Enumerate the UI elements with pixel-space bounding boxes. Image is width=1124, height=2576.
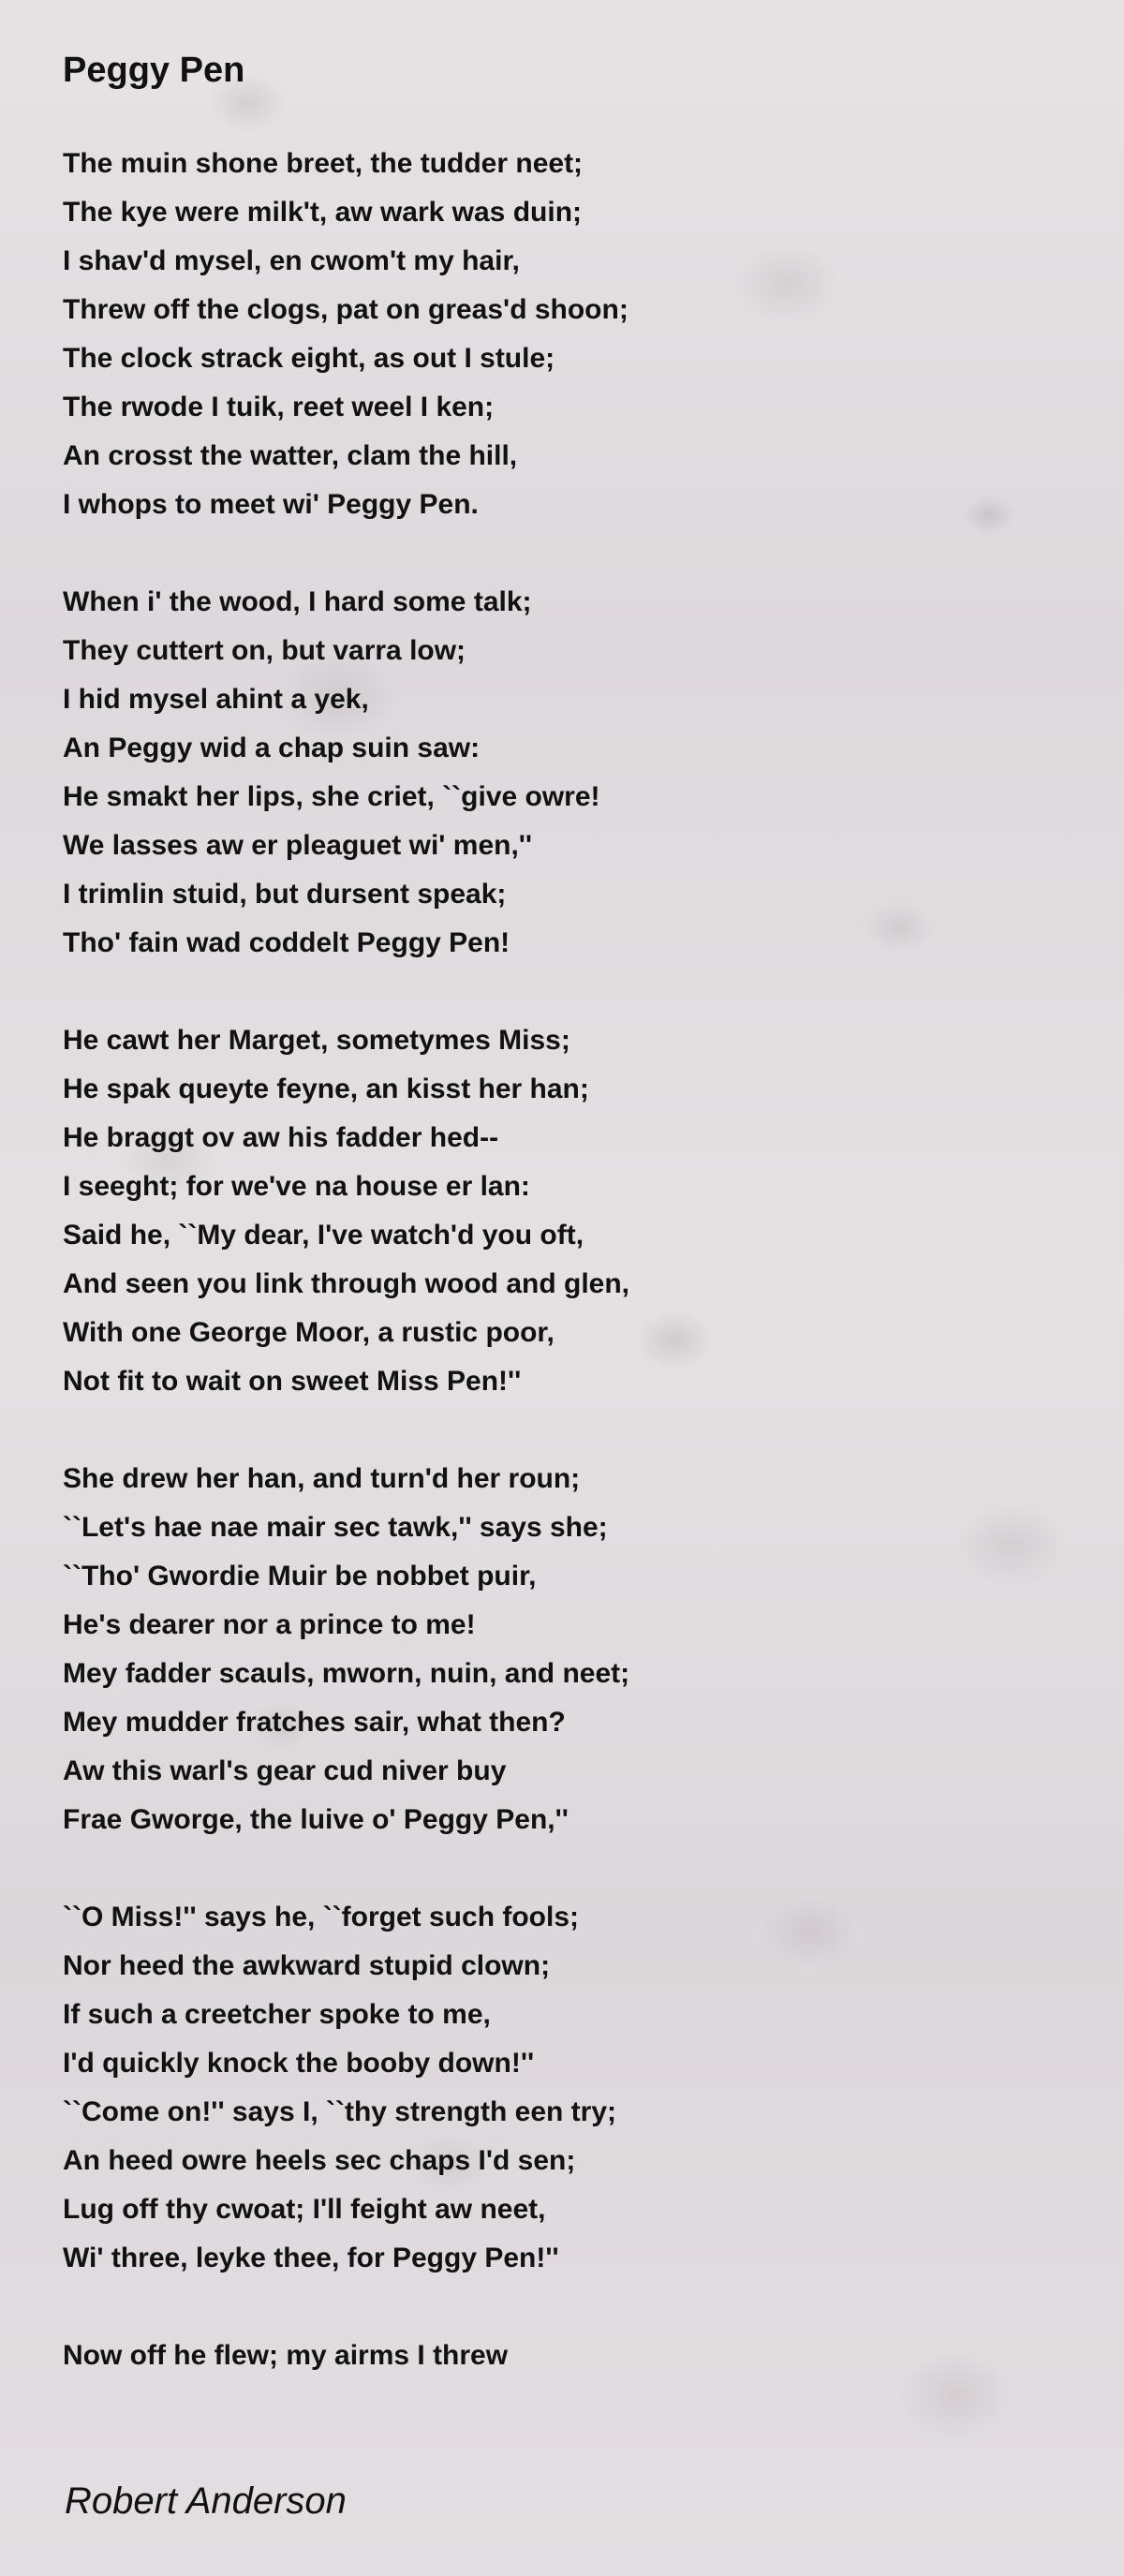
poem-line: ``O Miss!'' says he, ``forget such fools; xyxy=(63,1902,580,1932)
poem-line: ``Come on!'' says I, ``thy strength een try; xyxy=(63,2096,617,2127)
poem-line: I shav'd mysel, en cwom't my hair, xyxy=(63,245,520,276)
poem-line: I'd quickly knock the booby down!'' xyxy=(63,2048,535,2079)
poem-line: An heed owre heels sec chaps I'd sen; xyxy=(63,2145,576,2176)
poem-line: And seen you link through wood and glen, xyxy=(63,1268,629,1299)
poem-line: An crosst the watter, clam the hill, xyxy=(63,440,518,471)
poem-line: He smakt her lips, she criet, ``give owre! xyxy=(63,781,600,812)
poem-stanza xyxy=(63,140,1074,529)
poem-line: When i' the wood, I hard some talk; xyxy=(63,586,532,617)
poem-line: I hid mysel ahint a yek, xyxy=(63,684,369,715)
poem-title: Peggy Pen xyxy=(63,51,245,90)
poem-line: He's dearer nor a prince to me! xyxy=(63,1609,476,1640)
poem-line: Mey mudder fratches sair, what then? xyxy=(63,1707,566,1738)
poem-line: Threw off the clogs, pat on greas'd shoon; xyxy=(63,294,629,325)
poem-line: The rwode I tuik, reet weel I ken; xyxy=(63,392,495,422)
poem-line: The clock strack eight, as out I stule; xyxy=(63,343,555,374)
poem-line: Mey fadder scauls, mworn, nuin, and neet; xyxy=(63,1658,630,1689)
poem-line: He braggt ov aw his fadder hed-- xyxy=(63,1122,499,1153)
poem-line: Tho' fain wad coddelt Peggy Pen! xyxy=(63,927,510,958)
poem-line: Nor heed the awkward stupid clown; xyxy=(63,1950,551,1981)
poem-line: We lasses aw er pleaguet wi' men,'' xyxy=(63,830,533,861)
poem-line: I seeght; for we've na house er lan: xyxy=(63,1171,530,1202)
poem-line: The muin shone breet, the tudder neet; xyxy=(63,148,584,179)
poem-line: With one George Moor, a rustic poor, xyxy=(63,1317,555,1348)
poem-line: Wi' three, leyke thee, for Peggy Pen!'' xyxy=(63,2243,559,2273)
poem-line: He spak queyte feyne, an kisst her han; xyxy=(63,1073,589,1104)
poem-line: He cawt her Marget, sometymes Miss; xyxy=(63,1025,570,1056)
poem-line: She drew her han, and turn'd her roun; xyxy=(63,1463,581,1494)
poem-line: The kye were milk't, aw wark was duin; xyxy=(63,197,583,228)
poem-stanza xyxy=(63,2332,1074,2380)
poem-line: Now off he flew; my airms I threw xyxy=(63,2340,509,2371)
poem-line: If such a creetcher spoke to me, xyxy=(63,1999,491,2030)
poem-stanza xyxy=(63,1016,1074,1406)
poem-stanza xyxy=(63,578,1074,968)
poem-line: They cuttert on, but varra low; xyxy=(63,635,466,666)
poem-stanza xyxy=(63,1893,1074,2283)
poem-stanza xyxy=(63,1455,1074,1844)
poem-line: I trimlin stuid, but dursent speak; xyxy=(63,879,507,910)
poem-line: Frae Gworge, the luive o' Peggy Pen,'' xyxy=(63,1804,569,1835)
poem-body xyxy=(63,140,1074,2429)
poem-line: Said he, ``My dear, I've watch'd you oft, xyxy=(63,1220,584,1251)
poem-line: ``Tho' Gwordie Muir be nobbet puir, xyxy=(63,1561,537,1591)
poem-line: ``Let's hae nae mair sec tawk,'' says she; xyxy=(63,1512,608,1543)
poem-line: An Peggy wid a chap suin saw: xyxy=(63,733,481,763)
poem-line: Not fit to wait on sweet Miss Pen!'' xyxy=(63,1366,522,1397)
poem-line: I whops to meet wi' Peggy Pen. xyxy=(63,489,479,520)
poem-author: Robert Anderson xyxy=(65,2480,347,2522)
poem-line: Aw this warl's gear cud niver buy xyxy=(63,1755,507,1786)
poem-line: Lug off thy cwoat; I'll feight aw neet, xyxy=(63,2194,546,2225)
